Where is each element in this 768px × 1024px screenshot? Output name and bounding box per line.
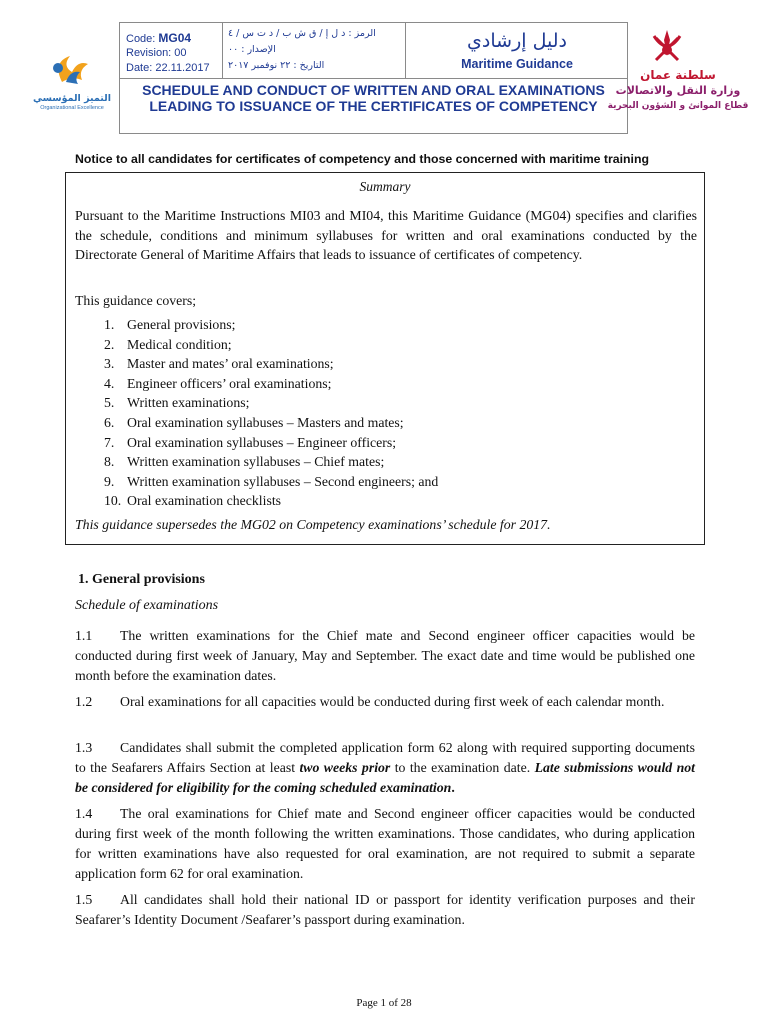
- list-number: 2.: [104, 336, 115, 352]
- paragraph-text: The written examinations for the Chief mate and Second engineer officer capacities would be conducted during first week of January, May and September. The exact date and time would be published one month before the examination dates.: [75, 628, 695, 683]
- header-divider-vertical: [222, 23, 223, 78]
- paragraph-number: 1.3: [75, 740, 93, 755]
- gov-ministry: وزارة النقل والاتصالات: [615, 84, 741, 97]
- summary-intro: Pursuant to the Maritime Instructions MI03 and MI04, this Maritime Guidance (MG04) specifies and clarifies the schedule, conditions and minimum syllabuses for written and oral examinations conducted by the Directorate General of Maritime Affairs that leads to issuance of certificates of competency.: [75, 208, 697, 263]
- paragraph-number: 1.1: [75, 628, 93, 643]
- list-text: General provisions;: [127, 317, 236, 332]
- code-value: MG04: [158, 31, 192, 45]
- emphasis-text: Late submissions would not be considered for eligibility for the coming scheduled examination: [75, 760, 695, 795]
- list-item: [104, 315, 664, 335]
- list-number: 5.: [104, 395, 115, 411]
- covers-list: [104, 315, 664, 511]
- paragraph-1-3: [75, 738, 695, 798]
- doc-revision: Revision: 00: [126, 47, 187, 59]
- paragraph-text: to the examination date.: [390, 760, 535, 775]
- header-divider: [120, 78, 627, 79]
- list-number: 10.: [104, 493, 122, 509]
- summary-title: Summary: [359, 179, 411, 194]
- excellence-logo-subtext: Organizational Excellence: [40, 105, 104, 111]
- paragraph-number: 1.5: [75, 892, 93, 907]
- organizational-excellence-logo: [32, 52, 112, 112]
- excellence-logo-text: التميز المؤسسي: [33, 93, 111, 104]
- ar-date: التاريخ : ٢٢ نوفمبر ٢٠١٧: [228, 60, 325, 71]
- list-item: [104, 374, 664, 394]
- notice-line: Notice to all candidates for certificates of competency and those concerned with maritime training: [75, 152, 649, 166]
- list-text: Engineer officers’ oral examinations;: [127, 375, 332, 391]
- list-text: Oral examination syllabuses – Masters and mates;: [127, 414, 404, 430]
- list-text: Written examination syllabuses – Chief mates;: [127, 454, 385, 470]
- list-number: 4.: [104, 375, 115, 391]
- document-title: SCHEDULE AND CONDUCT OF WRITTEN AND ORAL EXAMINATIONS LEADING TO ISSUANCE OF THE CERTIFICATES OF COMPETENCY: [142, 82, 605, 114]
- header-divider-vertical: [405, 23, 406, 78]
- list-item: [104, 393, 664, 413]
- list-text: Master and mates’ oral examinations;: [127, 356, 334, 372]
- list-item: [104, 452, 664, 472]
- list-number: 1.: [104, 317, 115, 332]
- list-text: Medical condition;: [127, 336, 232, 352]
- list-item: [104, 354, 664, 374]
- list-number: 7.: [104, 434, 115, 450]
- doc-date: Date: 22.11.2017: [126, 62, 210, 74]
- list-item: [104, 413, 664, 433]
- paragraph-1-4: [75, 804, 695, 884]
- guidance-title: Maritime Guidance: [461, 57, 573, 71]
- ar-revision: الإصدار : ٠٠: [228, 44, 276, 55]
- list-item: [104, 335, 664, 355]
- list-number: 8.: [104, 454, 115, 470]
- paragraph-number: 1.4: [75, 806, 93, 821]
- list-text: Oral examination checklists: [127, 493, 282, 509]
- paragraph-text: Candidates shall submit the completed application form 62 along with required supporting documents to the Seafarers Affairs Section at least: [75, 740, 695, 775]
- summary-covers: This guidance covers;: [75, 293, 197, 308]
- list-item: [104, 491, 664, 511]
- ar-code: الرمز : د ل إ / ق ش ب / د ت س / ٤: [228, 28, 376, 39]
- list-number: 9.: [104, 473, 115, 489]
- emphasis-text: two weeks prior: [299, 760, 391, 775]
- list-number: 6.: [104, 414, 115, 430]
- section-heading: 1. General provisions: [78, 572, 205, 587]
- paragraph-text: Oral examinations for all capacities would be conducted during first week of each calendar month.: [120, 694, 665, 709]
- paragraph-text: The oral examinations for Chief mate and Second engineer officer capacities would be conducted during first week of the month following the written examinations. Those candidates, who during application for written examinations have also requested for oral examination, are not required to submit a separate application form 62 for oral examination.: [75, 806, 695, 881]
- paragraph-1-1: [75, 626, 695, 686]
- paragraph-1-5: [75, 890, 695, 930]
- list-item: [104, 472, 664, 492]
- paragraph-number: 1.2: [75, 694, 93, 709]
- list-text: Written examination syllabuses – Second engineers; and: [127, 473, 439, 489]
- excellence-logo-icon: [32, 52, 112, 88]
- list-item: [104, 433, 664, 453]
- list-text: Written examinations;: [127, 395, 250, 411]
- section-subheading: Schedule of examinations: [75, 598, 219, 613]
- page-number: Page 1 of 28: [356, 997, 412, 1009]
- paragraph-text: .: [451, 780, 455, 795]
- gov-name-oman: سلطنة عمان: [640, 68, 716, 82]
- paragraph-text: All candidates shall hold their national ID or passport for identity verification purposes and their Seafarer’s Identity Document /Seafarer’s passport during examination.: [75, 892, 695, 927]
- code-label: Code:: [126, 33, 156, 45]
- list-number: 3.: [104, 356, 115, 372]
- oman-emblem-icon: [646, 26, 688, 68]
- supersedes-note: This guidance supersedes the MG02 on Competency examinations’ schedule for 2017.: [75, 517, 551, 532]
- paragraph-1-2: [75, 692, 695, 712]
- gov-sector: قطاع الموانئ و الشؤون البحرية: [607, 101, 749, 111]
- list-text: Oral examination syllabuses – Engineer officers;: [127, 434, 397, 450]
- ar-guidance-title: دليل إرشادي: [467, 30, 567, 52]
- doc-code: [126, 31, 191, 45]
